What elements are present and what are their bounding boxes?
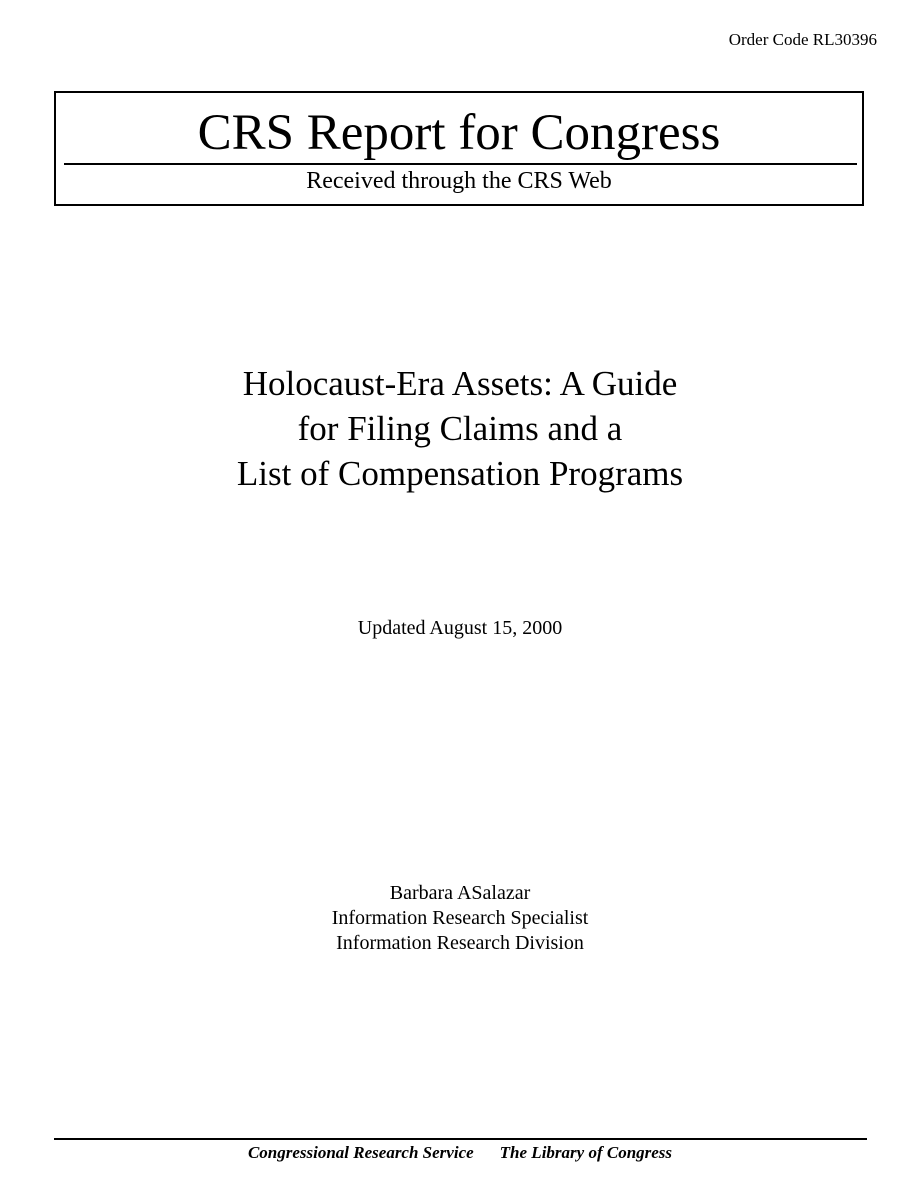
order-code: Order Code RL30396 xyxy=(728,30,877,49)
report-subtitle: Received through the CRS Web xyxy=(306,168,612,194)
author-position: Information Research Specialist xyxy=(331,907,589,929)
report-title: CRS Report for Congress xyxy=(197,105,721,161)
author-division: Information Research Division xyxy=(336,932,584,954)
document-title-line: for Filing Claims and a xyxy=(297,409,623,448)
footer-organization: Congressional Research Service xyxy=(247,1143,474,1162)
author-name: Barbara ASalazar xyxy=(389,882,531,904)
updated-date: Updated August 15, 2000 xyxy=(357,617,563,639)
report-header-box xyxy=(54,91,864,206)
document-title-line: Holocaust-Era Assets: A Guide xyxy=(242,364,678,403)
document-title-line: List of Compensation Programs xyxy=(236,454,684,493)
document-title xyxy=(100,361,820,496)
header-divider xyxy=(64,163,857,165)
author-block xyxy=(0,881,920,956)
footer-library: The Library of Congress xyxy=(499,1143,673,1162)
footer xyxy=(0,1142,920,1164)
footer-divider xyxy=(54,1138,867,1140)
